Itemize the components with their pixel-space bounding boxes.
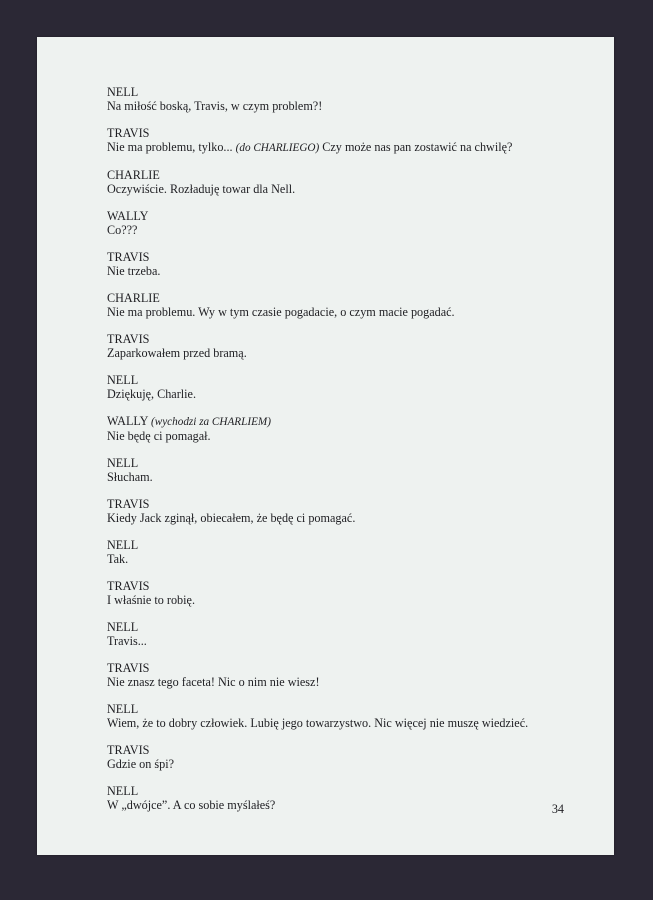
speaker-name: NELL [107,784,139,798]
speaker-name: TRAVIS [107,579,150,593]
dialogue-line [107,539,577,566]
speaker-name: TRAVIS [107,332,150,346]
dialogue-text: Oczywiście. Rozładuję towar dla Nell. [107,181,296,196]
speaker-name: NELL [107,456,139,470]
dialogue-text: Kiedy Jack zginął, obiecałem, że będę ci pomagać. [107,510,356,525]
speaker-name: TRAVIS [107,661,150,675]
page-number: 34 [551,802,564,816]
speaker-name: TRAVIS [107,126,150,140]
dialogue-text: Wiem, że to dobry człowiek. Lubię jego towarzystwo. Nic więcej nie muszę wiedzieć. [107,715,529,730]
speaker-name: NELL [107,538,139,552]
stage-direction: (wychodzi za CHARLIEM) [151,416,271,428]
dialogue-text: Słucham. [107,469,153,484]
speaker-name: CHARLIE [107,168,160,182]
dialogue-text: I właśnie to robię. [107,592,195,607]
script-page [37,37,614,855]
dialogue-text: Dziękuję, Charlie. [107,386,197,401]
speaker-name: CHARLIE [107,291,160,305]
dialogue-line [107,127,577,155]
dialogue-line [107,169,577,196]
dialogue-text: Nie znasz tego faceta! Nic o nim nie wiesz! [107,674,320,689]
speaker-name: WALLY [107,209,149,223]
dialogue-line [107,210,577,237]
dialogue-line [107,621,577,648]
dialogue-line [107,86,577,113]
dialogue-line [107,251,577,278]
dialogue-line [107,580,577,607]
dialogue-line [107,662,577,689]
dialogue-text: Nie trzeba. [107,263,161,278]
speaker-name: TRAVIS [107,497,150,511]
speaker-name: WALLY (wychodzi za CHARLIEM) [107,414,271,428]
speaker-name: TRAVIS [107,250,150,264]
dialogue-text: Nie ma problemu, tylko... (do CHARLIEGO) Czy może nas pan zostawić na chwilę? [107,139,513,154]
dialogue-text: Zaparkowałem przed bramą. [107,345,247,360]
speaker-name: TRAVIS [107,743,150,757]
speaker-name: NELL [107,85,139,99]
dialogue-text: Travis... [107,633,147,648]
dialogue-line [107,415,577,443]
speaker-name: NELL [107,620,139,634]
dialogue-text: Tak. [107,551,129,566]
dialogue-text: Co??? [107,222,138,237]
dialogue-line [107,498,577,525]
stage-direction: (do CHARLIEGO) [235,141,320,154]
dialogue-text: Nie będę ci pomagał. [107,428,211,443]
dialogue-line [107,785,577,812]
dialogue-text: Gdzie on śpi? [107,756,175,771]
dialogue-text: Nie ma problemu. Wy w tym czasie pogadacie, o czym macie pogadać. [107,304,455,319]
dialogue-line [107,703,577,730]
dialogue-line [107,292,577,319]
dialogue-text: Na miłość boską, Travis, w czym problem?! [107,98,323,113]
dialogue-line [107,374,577,401]
dialogue-line [107,744,577,771]
dialogue-list [107,86,577,826]
speaker-name: NELL [107,702,139,716]
dialogue-line [107,333,577,360]
speaker-name: NELL [107,373,139,387]
dialogue-text: W „dwójce”. A co sobie myślałeś? [107,797,276,812]
dialogue-line [107,457,577,484]
